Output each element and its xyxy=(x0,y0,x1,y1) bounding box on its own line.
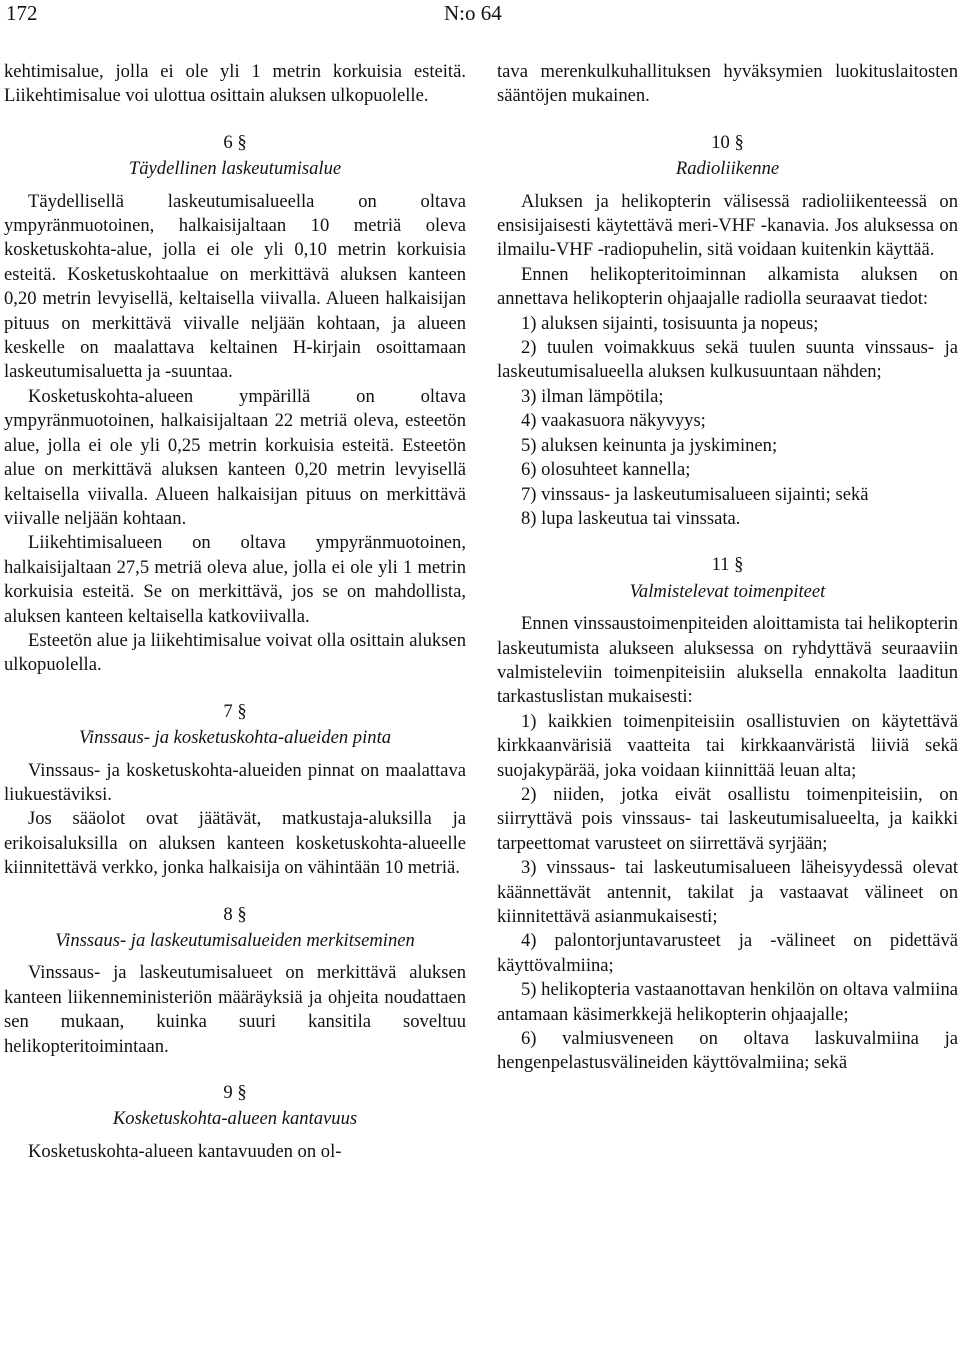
section-8-number: 8 § xyxy=(223,903,247,925)
issue-number: N:o 64 xyxy=(444,1,502,25)
continued-paragraph: tava merenkulkuhallituksen hyväksymien luokituslaitosten sääntöjen mukainen. xyxy=(497,61,958,107)
section-7-number: 7 § xyxy=(223,700,247,722)
section-6-paragraph: Täydellisellä laskeutumisalueella on oltava ympyränmuotoinen, halkaisijaltaan 10 metriä oleva kosketuskohta-alue, jolla ei ole yli 0,10 metrin korkuisia esteitä. Kosketuskohtaalue on merkittävä aluksen kanteen 0,20 metrin levyisellä, keltaisella viivalla. Alueen halkaisijan pituus on merkittävä viivalle neljään kohtaan, ja alueen keskelle on maalattava keltainen H-kirjain osoittamaan laskeutumisaluetta ja -suuntaa. xyxy=(4,190,466,383)
section-10-number: 10 § xyxy=(711,131,744,153)
section-11-paragraph: Ennen vinssaustoimenpiteiden aloittamista tai helikopterin laskeutumista alukseen aluksessa on ryhdyttävä seuraaviin valmisteleviin toimenpiteisiin aluksella ennakolta laaditun tarkastuslistan mukaisesti: xyxy=(497,613,958,708)
left-column xyxy=(4,60,466,1164)
list-item: 5) aluksen keinunta ja jyskiminen; xyxy=(521,434,778,456)
list-item: 2) tuulen voimakkuus sekä tuulen suunta vinssaus- ja laskeutumisalueella aluksen kulkusuuntaan nähden; xyxy=(497,337,958,383)
section-10-paragraph: Ennen helikopteritoiminnan alkamista aluksen on annettava helikopterin ohjaajalle radiolla seuraavat tiedot: xyxy=(497,263,958,310)
continued-paragraph: kehtimisalue, jolla ei ole yli 1 metrin korkuisia esteitä. Liikehtimisalue voi ulottua osittain aluksen ulkopuolelle. xyxy=(4,61,466,107)
list-item: 6) olosuhteet kannella; xyxy=(521,459,691,481)
right-column xyxy=(497,60,958,1076)
section-9-number: 9 § xyxy=(223,1082,247,1104)
section-10-title: Radioliikenne xyxy=(675,158,780,180)
list-item: 3) vinssaus- tai laskeutumisalueen läheisyydessä olevat käännettävät antennit, takilat ja vastaavat välineet on kiinnitettävä asianmukaisesti; xyxy=(497,857,958,927)
section-6-number: 6 § xyxy=(223,131,247,153)
list-item: 6) valmiusveneen on oltava laskuvalmiina ja hengenpelastusvälineiden käyttövalmiina; sekä xyxy=(497,1028,958,1074)
page-header xyxy=(0,0,960,30)
list-item: 7) vinssaus- ja laskeutumisalueen sijainti; sekä xyxy=(521,483,869,505)
page-number: 172 xyxy=(6,1,38,25)
section-6-paragraph: Esteetön alue ja liikehtimisalue voivat olla osittain aluksen ulkopuolella. xyxy=(4,629,466,676)
section-6-paragraph: Liikehtimisalueen on oltava ympyränmuotoinen, halkaisijaltaan 27,5 metriä oleva alue, jolla ei ole yli 1 metrin korkuisia esteitä. Se on merkittävä, jos se on mahdollista, aluksen kanteen keltaisella katkoviivalla. xyxy=(4,532,466,627)
section-6-title: Täydellinen laskeutumisalue xyxy=(128,158,342,180)
section-9-paragraph: Kosketuskohta-alueen kantavuuden on ol- xyxy=(28,1140,342,1162)
section-11-title: Valmistelevat toimenpiteet xyxy=(629,580,826,602)
section-7-paragraph: Jos sääolot ovat jäätävät, matkustaja-aluksilla ja erikoisaluksilla on aluksen kanteen kosketuskohta-alueelle kiinnitettävä verkko, jonka halkaisija on vähintään 10 metriä. xyxy=(4,808,466,879)
section-10-paragraph: Aluksen ja helikopterin välisessä radioliikenteessä on ensisijaisesti käytettävä meri-VHF -kanavia. Jos aluksessa on ilmailu-VHF -radiopuhelin, sitä voidaan kuitenkin käyttää. xyxy=(497,190,958,261)
list-item: 5) helikopteria vastaanottavan henkilön on oltava valmiina antamaan käsimerkkejä helikopterin ohjaajalle; xyxy=(497,979,958,1025)
section-11-number: 11 § xyxy=(711,554,744,576)
list-item: 3) ilman lämpötila; xyxy=(521,385,664,407)
section-7-title: Vinssaus- ja kosketuskohta-alueiden pinta xyxy=(78,727,392,749)
list-item: 8) lupa laskeutua tai vinssata. xyxy=(521,507,741,529)
list-item: 4) vaakasuora näkyvyys; xyxy=(521,410,706,432)
list-item: 4) palontorjuntavarusteet ja -välineet on pidettävä käyttövalmiina; xyxy=(497,930,958,976)
section-8-title: Vinssaus- ja laskeutumisalueiden merkitseminen xyxy=(55,930,415,951)
section-8-paragraph: Vinssaus- ja laskeutumisalueet on merkittävä aluksen kanteen liikenneministeriön määräyksiä ja ohjeita noudattaen sen mukaan, kuinka suuri kansitila soveltuu helikopteritoimintaan. xyxy=(4,962,466,1057)
section-7-paragraph: Vinssaus- ja kosketuskohta-alueiden pinnat on maalattava liukuestäviksi. xyxy=(4,759,466,805)
section-6-paragraph: Kosketuskohta-alueen ympärillä on oltava ympyränmuotoinen, halkaisijaltaan 22 metriä oleva, esteetön alue, jolla ei ole yli 0,25 metrin korkuisia esteitä. Esteetön alue on merkittävä aluksen kanteen 0,20 metrin levyisellä keltaisella viivalla. Alueen halkaisijan pituus on merkittävä viivalle neljään kohtaan. xyxy=(4,385,466,529)
list-item: 2) niiden, jotka eivät osallistu toimenpiteisiin, on siirryttävä pois vinssaus- tai laskeutumisalueelta, ja kaikki tarpeettomat varusteet on siirrettävä syrjään; xyxy=(497,783,958,854)
section-9-title: Kosketuskohta-alueen kantavuus xyxy=(112,1108,358,1130)
list-item: 1) aluksen sijainti, tosisuunta ja nopeus; xyxy=(521,312,819,334)
list-item: 1) kaikkien toimenpiteisiin osallistuvien on käytettävä kirkkaanvärisiä vaatteita tai kirkkaanväristä liiviä sekä suojakypärää, joka voidaan kiinnittää leuan alta; xyxy=(497,710,958,781)
